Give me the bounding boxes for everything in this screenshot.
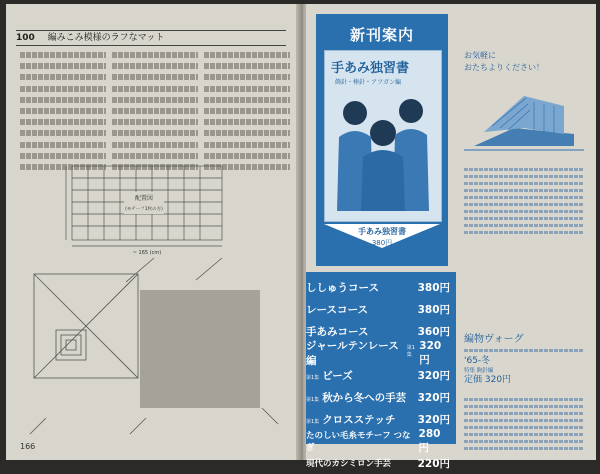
featured-book-price: 380円: [371, 239, 393, 247]
contact-message: お気軽に おたちよりください！: [464, 51, 544, 72]
magazine-feature: 特集 鉤針編: [464, 368, 494, 374]
list-item: 現代のカシミロン手芸 220円: [306, 457, 450, 470]
text-column-2: [112, 52, 198, 175]
building-illustration: [464, 76, 584, 156]
stitch-chart: [140, 290, 260, 408]
featured-book-name: 手あみ独習書: [358, 227, 406, 236]
photo-subtitle: 飾針・棒針・アフガン編: [335, 79, 401, 86]
sidebar-info: [456, 14, 592, 454]
article-number: 100: [16, 33, 35, 43]
pattern-diagram: [26, 162, 286, 444]
magazine-price: 定価 320円: [464, 375, 512, 385]
diagram-bottom-label: ~ 165 (cm): [132, 250, 162, 256]
motif-outline: [34, 274, 138, 378]
magazine-issue: '65-冬: [464, 356, 491, 366]
left-page: [6, 4, 300, 460]
layout-sub: (モチーフ1枚の方): [125, 207, 163, 212]
right-page: [306, 4, 596, 470]
list-item: レースコース 380円: [306, 303, 450, 316]
ad-title: 新刊案内: [349, 26, 414, 44]
article-title-bar: [16, 30, 286, 46]
magazine-title: 編物ヴォーグ: [464, 334, 524, 345]
list-item: ジャールテンレース編 第1集 320円: [306, 339, 442, 367]
page-number: 166: [20, 442, 36, 451]
list-item: 第1集 秋から冬への手芸 320円: [306, 391, 450, 404]
list-item: 第1集 ビーズ 320円: [306, 369, 450, 382]
sidebar-text: [464, 168, 584, 238]
article-title: 編みこみ模様のラフなマット: [47, 33, 165, 43]
new-books-ad: [316, 14, 448, 266]
list-item: 手あみコース 360円: [306, 325, 450, 338]
text-column-1: [20, 52, 106, 175]
list-item: 第1集 クロスステッチ 320円: [306, 413, 450, 426]
colophon: [464, 398, 584, 454]
models-illustration: [325, 91, 441, 211]
text-column-3: [204, 52, 290, 175]
list-item: ししゅうコース 380円: [306, 281, 450, 294]
cover-photo: [324, 50, 442, 222]
list-item: たのしい毛糸モチーフ つなぎ 280円: [306, 427, 441, 454]
book-list: [306, 272, 456, 474]
layout-label: 配置図: [134, 195, 154, 202]
photo-caption: 手あみ独習書: [331, 61, 410, 76]
magazine-info: [464, 330, 584, 386]
